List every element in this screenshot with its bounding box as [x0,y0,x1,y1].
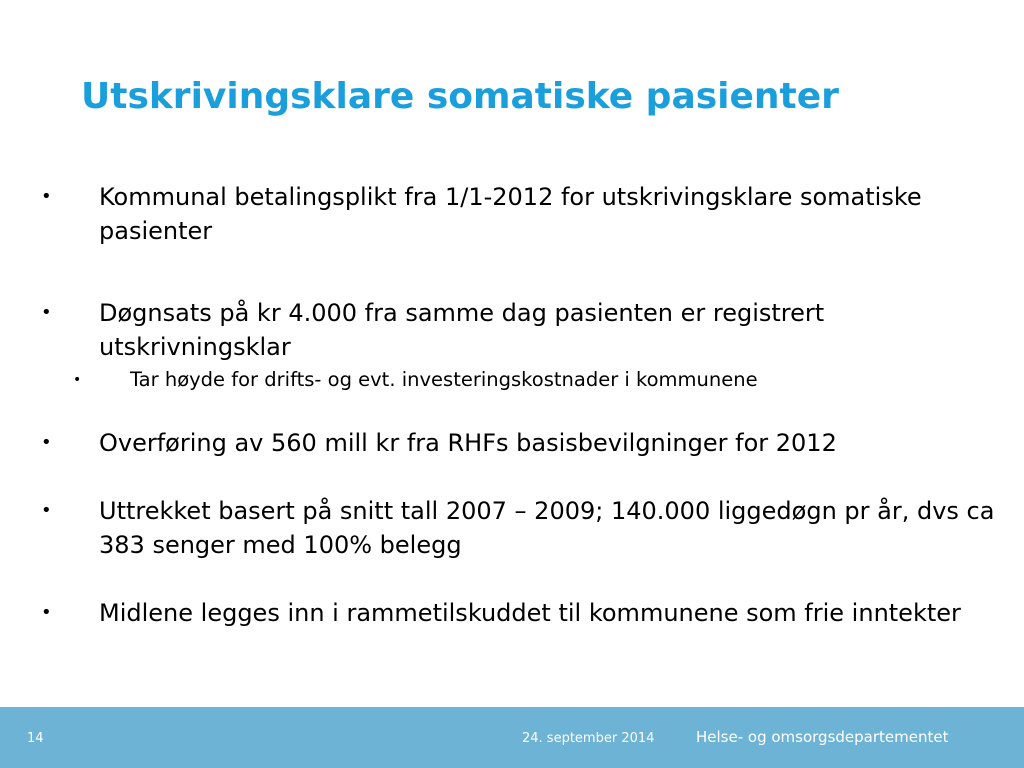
bullet-text: Døgnsats på kr 4.000 fra samme dag pasienten er registrert utskrivningsklar [99,299,825,361]
bullet-text: Kommunal betalingsplikt fra 1/1-2012 for utskrivingsklare somatiske pasienter [99,183,922,245]
bullet-item [41,180,1004,248]
bullet-text: Overføring av 560 mill kr fra RHFs basisbevilgninger for 2012 [99,429,837,457]
footer-organization: Helse- og omsorgsdepartementet [696,728,949,746]
slide-title: Utskrivingsklare somatiske pasienter [81,76,839,117]
page-number: 14 [27,731,44,746]
footer-date: 24. september 2014 [522,731,655,746]
bullet-marker: • [41,432,52,453]
bullet-item [41,296,1004,364]
sub-bullet-item [73,366,1010,394]
sub-bullet-marker: • [73,372,82,388]
bullet-item [41,596,1004,630]
bullet-text: Uttrekket basert på snitt tall 2007 – 2009; 140.000 liggedøgn pr år, dvs ca 383 senger med 100% belegg [99,497,995,559]
sub-bullet-text: Tar høyde for drifts- og evt. investeringskostnader i kommunene [130,368,758,391]
bullet-marker: • [41,186,52,207]
footer-bar [0,707,1024,768]
bullet-text: Midlene legges inn i rammetilskuddet til kommunene som frie inntekter [99,599,961,627]
bullet-marker: • [41,302,52,323]
bullet-marker: • [41,500,52,521]
bullet-marker: • [41,602,52,623]
bullet-item [41,426,1004,460]
bullet-item [41,494,1004,562]
